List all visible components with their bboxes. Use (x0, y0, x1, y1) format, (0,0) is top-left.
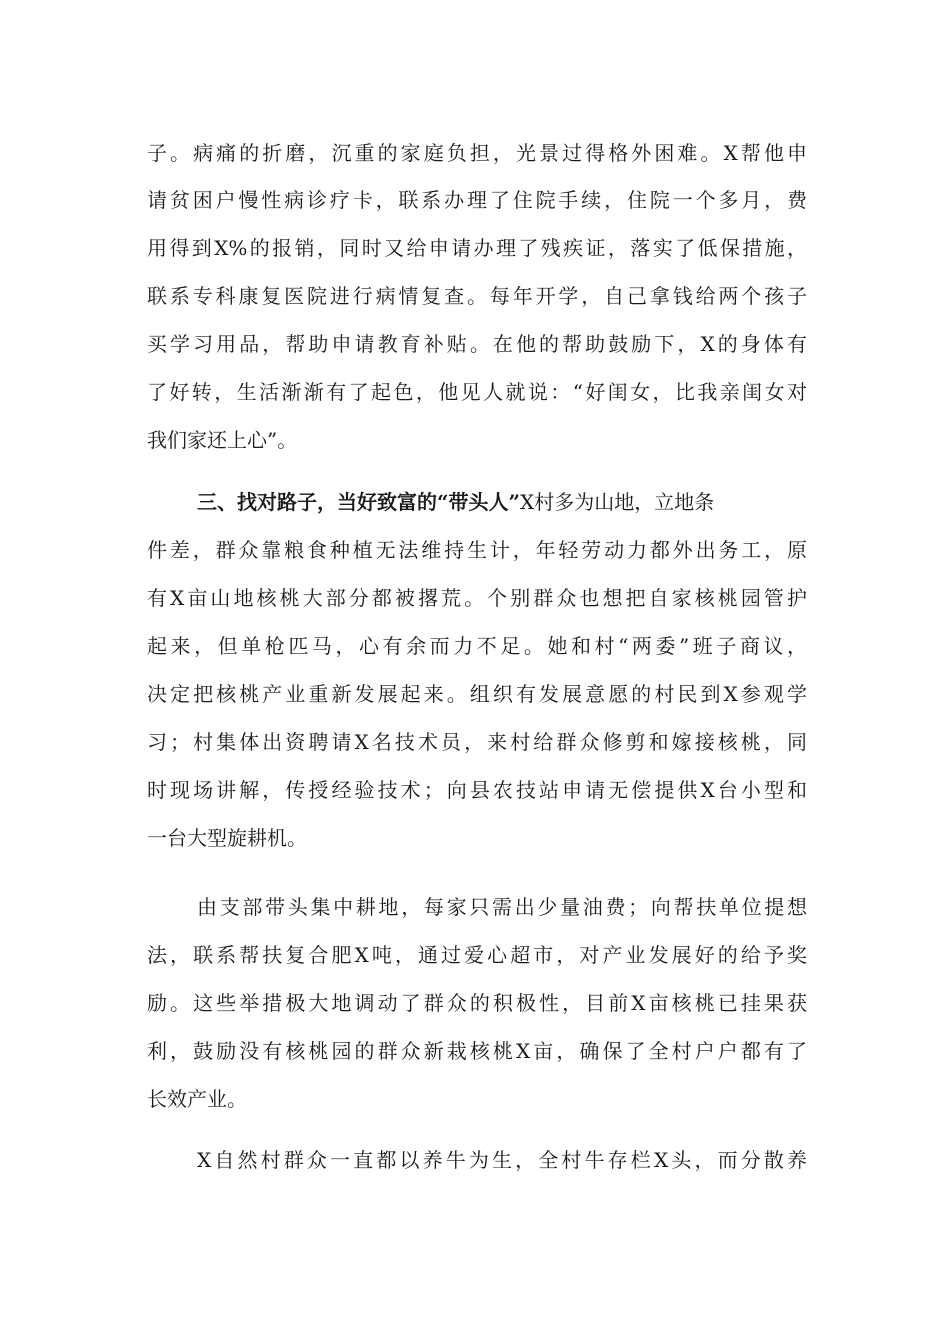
paragraph-1-line-1: 子。病痛的折磨，沉重的家庭负担，光景过得格外困难。X帮他申 (147, 141, 807, 165)
paragraph-3-line-5: 长效产业。 (147, 1087, 247, 1111)
paragraph-2-line-8: 一台大型旋耕机。 (147, 826, 307, 850)
paragraph-2-line-7: 时现场讲解，传授经验技术；向县农技站申请无偿提供X台小型和 (147, 778, 807, 802)
paragraph-1-line-3: 用得到X%的报销，同时又给申请办理了残疾证，落实了低保措施， (147, 236, 807, 260)
paragraph-1-line-5: 买学习用品，帮助申请教育补贴。在他的帮助鼓励下，X的身体有 (147, 332, 807, 356)
paragraph-2-line-4: 起来，但单枪匹马，心有余而力不足。她和村“两委”班子商议， (147, 634, 807, 658)
paragraph-2-line-6: 习；村集体出资聘请X名技术员，来村给群众修剪和嫁接核桃，同 (147, 730, 807, 754)
paragraph-4-line-1: X自然村群众一直都以养牛为生，全村牛存栏X头，而分散养 (197, 1148, 807, 1172)
section-heading-continuation: X村多为山地，立地条 (520, 490, 715, 514)
paragraph-1-line-4: 联系专科康复医院进行病情复查。每年开学，自己拿钱给两个孩子 (147, 284, 807, 308)
paragraph-3-line-1: 由支部带头集中耕地，每家只需出少量油费；向帮扶单位提想 (197, 895, 807, 919)
paragraph-1-line-7: 我们家还上心”。 (147, 428, 298, 452)
paragraph-1-line-2: 请贫困户慢性病诊疗卡，联系办理了住院手续，住院一个多月，费 (147, 188, 807, 212)
section-heading: 三、找对路子，当好致富的“带头人” (197, 490, 521, 514)
paragraph-2-line-3: 有X亩山地核桃大部分都被撂荒。个别群众也想把自家核桃园管护 (147, 586, 807, 610)
paragraph-2-line-5: 决定把核桃产业重新发展起来。组织有发展意愿的村民到X参观学 (147, 682, 807, 706)
paragraph-3-line-3: 励。这些举措极大地调动了群众的积极性，目前X亩核桃已挂果获 (147, 991, 807, 1015)
paragraph-2-line-2: 件差，群众靠粮食种植无法维持生计，年轻劳动力都外出务工，原 (147, 538, 807, 562)
paragraph-3-line-2: 法，联系帮扶复合肥X吨，通过爱心超市，对产业发展好的给予奖 (147, 943, 807, 967)
paragraph-3-line-4: 利，鼓励没有核桃园的群众新栽核桃X亩，确保了全村户户都有了 (147, 1039, 807, 1063)
paragraph-2-line-1 (197, 487, 807, 517)
paragraph-1-line-6: 了好转，生活渐渐有了起色，他见人就说：“好闺女，比我亲闺女对 (147, 380, 807, 404)
